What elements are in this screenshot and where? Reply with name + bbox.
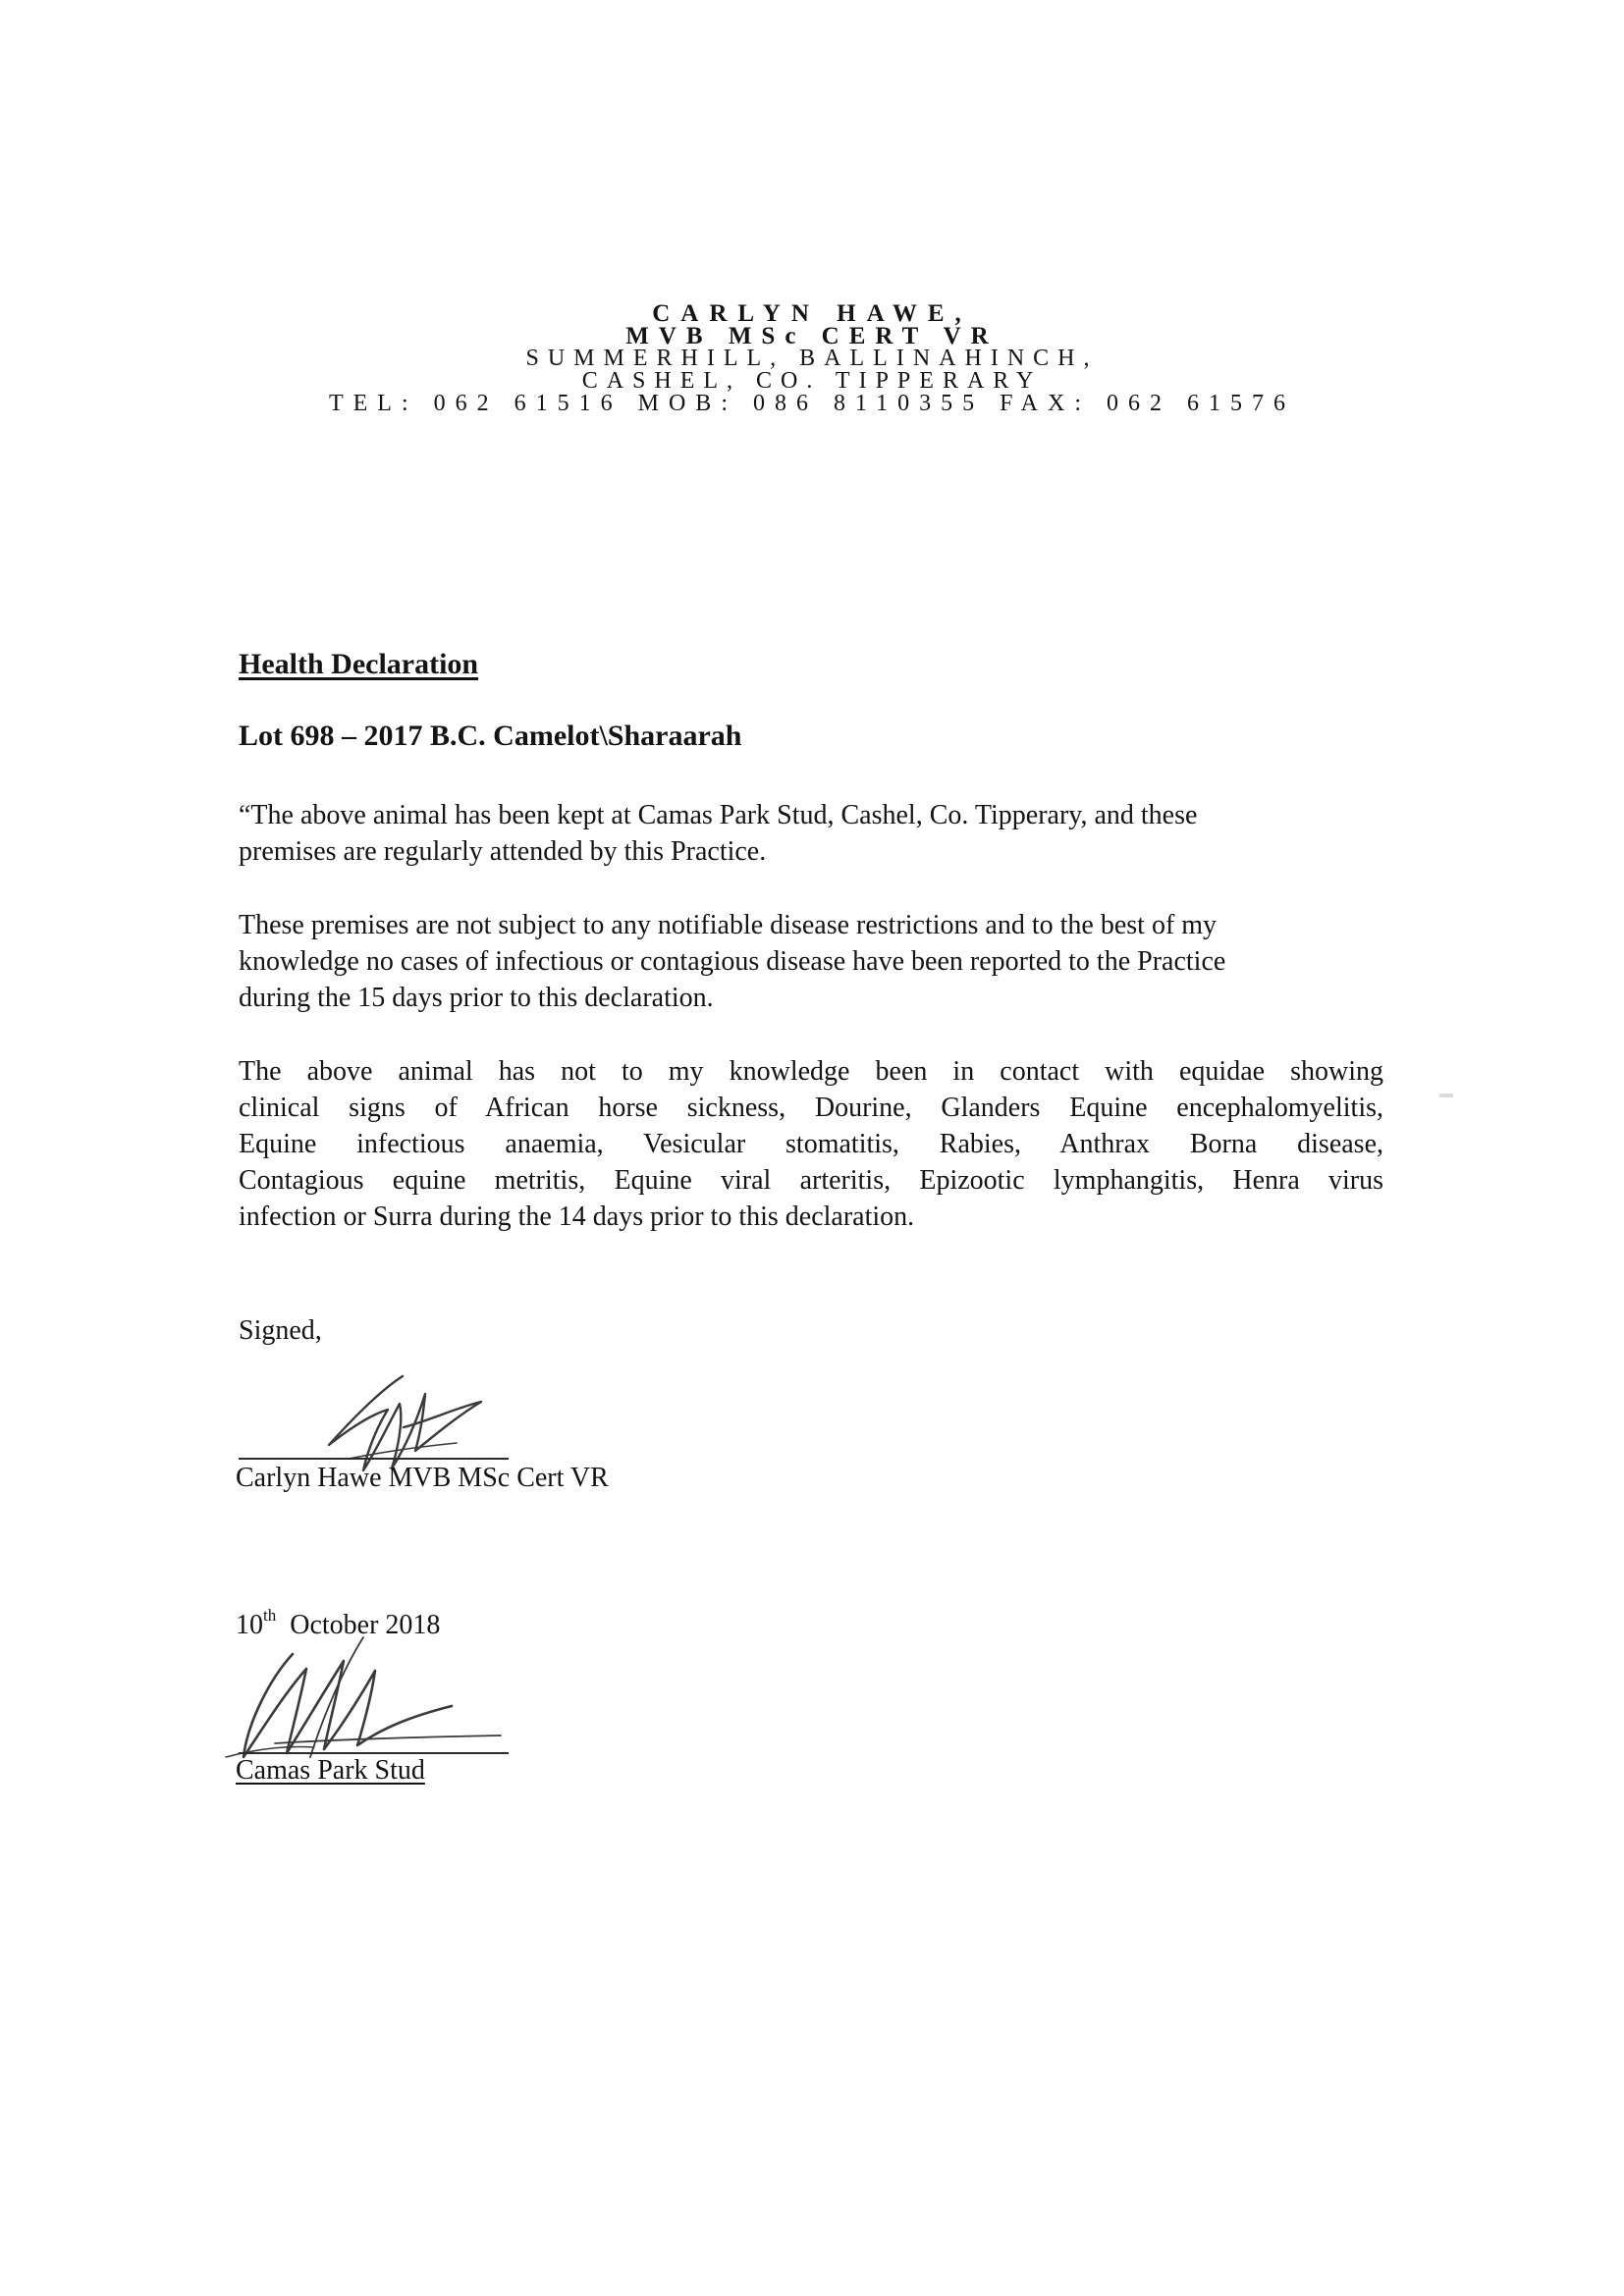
letterhead-name: CARLYN HAWE, (652, 300, 972, 327)
paragraph-line: clinical signs of African horse sickness, Dourine, Glanders Equine encephalomyelitis, (239, 1093, 1383, 1123)
letterhead-qualifications: MVB MSc CERT VR (625, 323, 999, 349)
paragraph-contact-diseases (239, 1053, 1383, 1235)
paragraph-line: premises are regularly attended by this Practice. (239, 836, 767, 867)
paragraph-line: infection or Surra during the 14 days prior to this declaration. (239, 1201, 915, 1232)
paragraph-line: “The above animal has been kept at Camas Park Stud, Cashel, Co. Tipperary, and these (239, 800, 1198, 830)
letterhead-contact: TEL: 062 61516 MOB: 086 8110355 FAX: 062 61576 (328, 391, 1295, 416)
paragraph-line: during the 15 days prior to this declaration. (239, 983, 714, 1013)
document-heading: Health Declaration (239, 648, 479, 680)
paragraph-line: knowledge no cases of infectious or contagious disease have been reported to the Practice (239, 946, 1226, 977)
stud-signature-icon (216, 1620, 511, 1767)
signature-line (239, 1752, 509, 1754)
signature-line (239, 1458, 509, 1460)
paragraph-premises (239, 797, 1383, 870)
date-day: 10 (236, 1610, 263, 1640)
letterhead-address-line2: CASHEL, CO. TIPPERARY (581, 368, 1043, 394)
letterhead-address-line1: SUMMERHILL, BALLINAHINCH, (525, 346, 1099, 371)
signed-label: Signed, (239, 1315, 322, 1346)
paragraph-line: Contagious equine metritis, Equine viral arteritis, Epizootic lymphangitis, Henra virus (239, 1165, 1383, 1196)
lot-title: Lot 698 – 2017 B.C. Camelot\Sharaarah (239, 720, 742, 752)
stud-name: Camas Park Stud (236, 1755, 425, 1786)
letterhead (0, 302, 1624, 415)
paragraph-line: The above animal has not to my knowledge been in contact with equidae showing (239, 1056, 1383, 1087)
paragraph-line: Equine infectious anaemia, Vesicular stomatitis, Rabies, Anthrax Borna disease, (239, 1129, 1383, 1159)
signer-name: Carlyn Hawe MVB MSc Cert VR (236, 1463, 609, 1493)
paragraph-restrictions (239, 907, 1383, 1016)
scan-artifact (1439, 1094, 1453, 1097)
date-suffix: th (263, 1606, 277, 1625)
paragraph-line: These premises are not subject to any notifiable disease restrictions and to the best of my (239, 910, 1218, 940)
date-month-year: October 2018 (290, 1610, 441, 1640)
